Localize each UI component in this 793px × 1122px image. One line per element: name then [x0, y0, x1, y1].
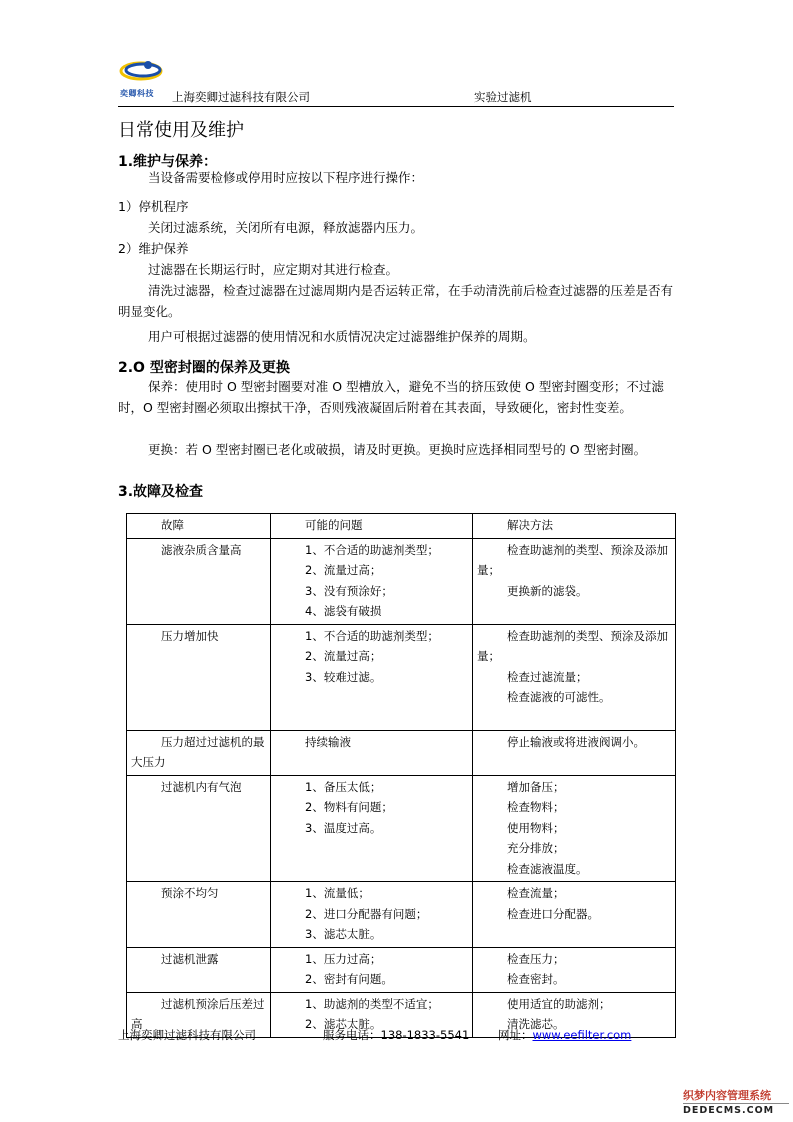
cause-item: 1、不合适的助滤剂类型；	[305, 628, 439, 643]
solution-item: 充分排放；	[507, 841, 565, 855]
s1-item2-text1: 过滤器在长期运行时，应定期对其进行检查。	[148, 262, 399, 277]
cause-item: 1、助滤剂的类型不适宜；	[305, 996, 439, 1011]
column-header: 可能的问题	[305, 518, 363, 532]
s1-item1-label: 1）停机程序	[118, 199, 189, 214]
watermark-line1: 织梦内容管理系统	[683, 1089, 771, 1102]
table-row	[127, 624, 676, 730]
solution-item: 使用适宜的助滤剂；	[507, 996, 611, 1011]
solution-item: 更换新的滤袋。	[507, 583, 588, 598]
table-row	[127, 947, 676, 992]
table-header-row	[127, 514, 676, 539]
cause-item: 2、进口分配器有问题；	[305, 906, 428, 921]
fault-cell: 滤液杂质含量高	[161, 542, 242, 557]
s2-maintenance: 保养：使用时 O 型密封圈要对准 O 型槽放入，避免不当的挤压致使 O 型密封圈变形；不过滤时，O 型密封圈必须取出擦拭干净，否则残液凝固后附着在其表面，导致硬化，密封性变差。	[118, 379, 664, 415]
footer-phone-number: 138-1833-5541	[380, 1028, 470, 1042]
section-2-heading: 2.O 型密封圈的保养及更换	[118, 360, 290, 376]
solution-item: 检查压力；	[507, 951, 565, 966]
table-row	[127, 775, 676, 882]
fault-cell: 压力超过过滤机的最大压力	[131, 734, 265, 769]
solution-item: 增加备压；	[507, 779, 565, 794]
cause-item: 1、备压太低；	[305, 779, 382, 794]
solution-item: 检查助滤剂的类型、预涂及添加量；	[477, 628, 668, 663]
s1-item2-text2: 清洗过滤器，检查过滤器在过滤周期内是否运转正常，在手动清洗前后检查过滤器的压差是否有明显变化。	[118, 283, 674, 319]
fault-cell: 过滤机预涂后压差过高	[131, 996, 265, 1031]
header-divider	[118, 106, 674, 107]
fault-cell: 过滤机泄露	[161, 951, 219, 966]
solution-item: 检查进口分配器。	[507, 906, 599, 921]
fault-cell: 预涂不均匀	[161, 886, 219, 900]
fault-cell: 压力增加快	[161, 628, 219, 643]
cause-item: 3、没有预涂好；	[305, 583, 393, 598]
cause-item: 2、流量过高；	[305, 563, 382, 577]
footer-company: 上海奕卿过滤科技有限公司	[118, 1028, 256, 1042]
cause-item: 2、密封有问题。	[305, 972, 393, 986]
website-link[interactable]: www.eefilter.com	[532, 1028, 632, 1042]
s1-item1-text: 关闭过滤系统，关闭所有电源，释放滤器内压力。	[148, 220, 424, 235]
watermark-line2: DEDECMS.COM	[683, 1103, 789, 1118]
footer-website	[498, 1027, 631, 1043]
table-row	[127, 882, 676, 948]
s2-replacement: 更换：若 O 型密封圈已老化或破损，请及时更换。更换时应选择相同型号的 O 型密封圈。	[148, 442, 647, 457]
s1-item2-text3: 用户可根据过滤器的使用情况和水质情况决定过滤器维护保养的周期。	[148, 329, 536, 344]
cause-item: 2、流量过高；	[305, 649, 382, 663]
solution-item: 使用物料；	[507, 820, 565, 835]
solution-item: 检查滤液的可滤性。	[507, 690, 611, 704]
solution-item: 检查物料；	[507, 800, 565, 814]
page-title: 日常使用及维护	[118, 120, 244, 141]
solution-item: 检查流量；	[507, 886, 565, 900]
solution-item: 检查助滤剂的类型、预涂及添加量；	[477, 542, 668, 577]
header-company: 上海奕卿过滤科技有限公司	[172, 90, 310, 104]
cause-item: 2、物料有问题；	[305, 800, 393, 814]
s1-intro: 当设备需要检修或停用时应按以下程序进行操作：	[148, 170, 424, 185]
cause-item: 3、温度过高。	[305, 820, 382, 835]
logo-text: 奕卿科技	[120, 89, 154, 98]
fault-cell: 过滤机内有气泡	[161, 779, 242, 794]
column-header: 解决方法	[507, 518, 553, 532]
cause-item: 1、压力过高；	[305, 951, 382, 966]
cause-item: 1、不合适的助滤剂类型；	[305, 542, 439, 557]
column-header: 故障	[161, 518, 184, 532]
cause-item: 2、滤芯太脏。	[305, 1017, 382, 1031]
header-product: 实验过滤机	[474, 90, 532, 104]
table-row	[127, 730, 676, 775]
cause-item: 1、流量低；	[305, 886, 370, 900]
s1-item2-label: 2）维护保养	[118, 241, 189, 256]
fault-table	[126, 513, 676, 1038]
footer-phone-label: 服务电话：	[323, 1028, 381, 1042]
cause-item: 持续输液	[305, 734, 351, 749]
solution-item: 清洗滤芯。	[507, 1017, 565, 1031]
cause-item: 3、较难过滤。	[305, 669, 382, 684]
footer-web-label: 网址：	[498, 1028, 533, 1042]
solution-item: 检查密封。	[507, 972, 565, 986]
cause-item: 4、滤袋有破损	[305, 604, 382, 618]
section-3-heading: 3.故障及检查	[118, 484, 204, 500]
watermark	[683, 1089, 789, 1119]
page-header	[118, 54, 678, 106]
footer-phone	[323, 1027, 469, 1043]
cause-item: 3、滤芯太脏。	[305, 927, 382, 941]
solution-item: 停止输液或将进液阀调小。	[507, 734, 645, 749]
table-row	[127, 538, 676, 624]
section-1-heading: 1.维护与保养：	[118, 154, 218, 170]
solution-item: 检查滤液温度。	[507, 861, 588, 876]
solution-item: 检查过滤流量；	[507, 669, 588, 684]
